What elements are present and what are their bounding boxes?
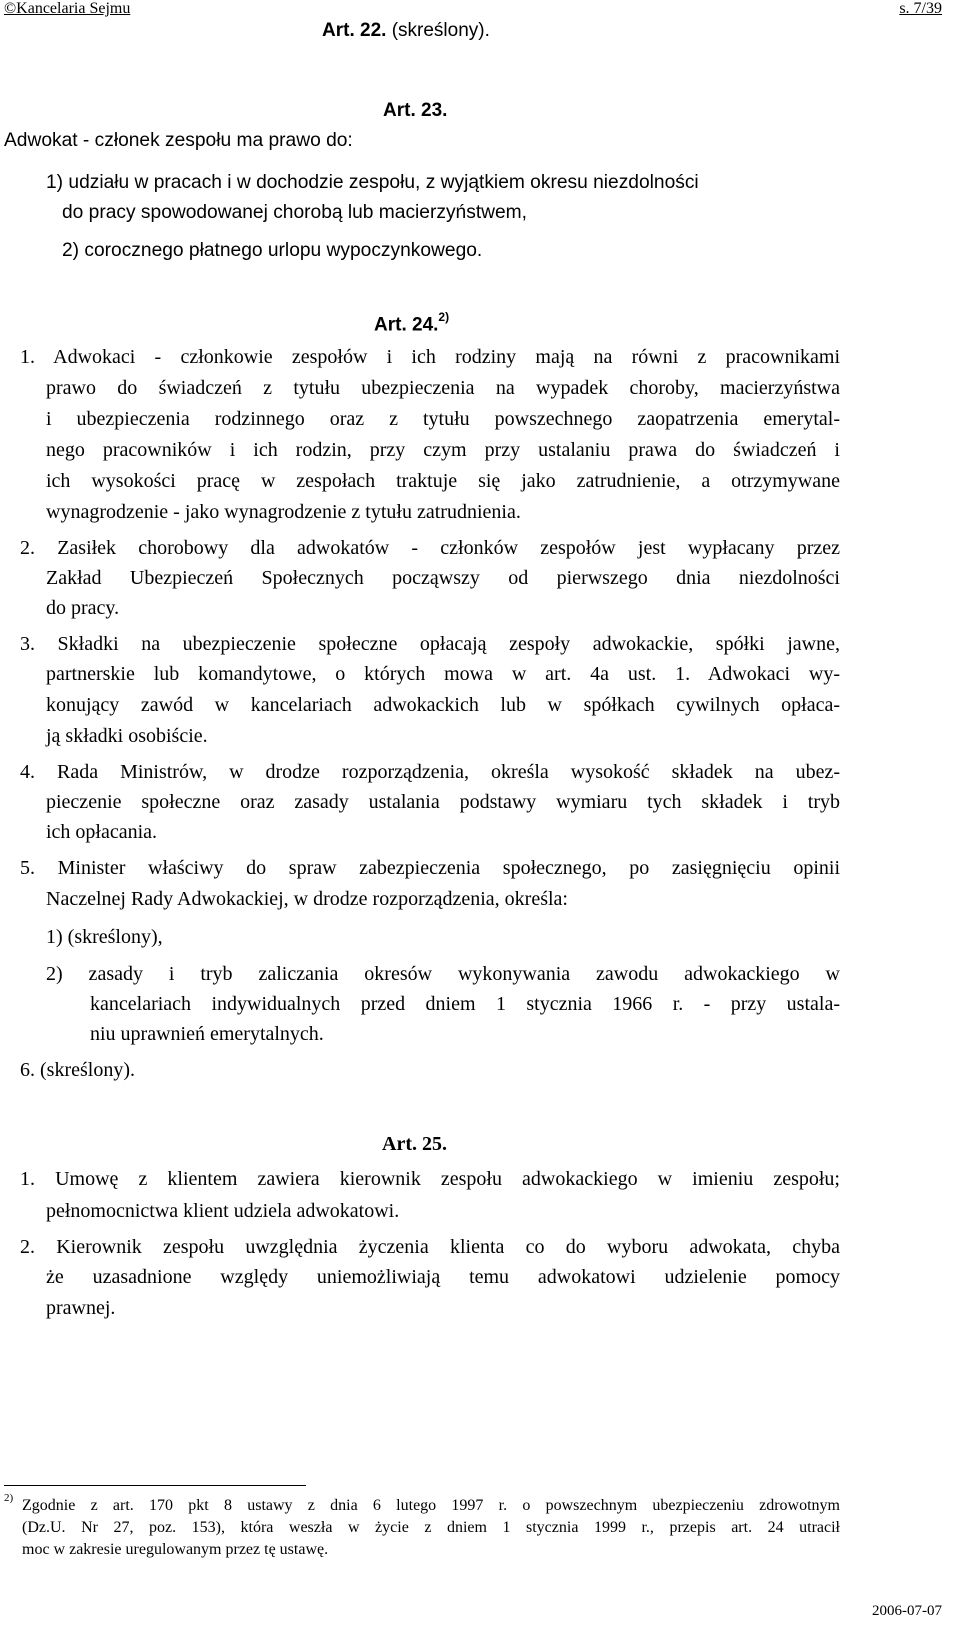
footnote-mark-text: 2) bbox=[4, 1492, 14, 1504]
footnote-line: (Dz.U. Nr 27, poz. 153), która weszła w życie z dniem 1 stycznia 1999 r., przepis art. 24 utracił bbox=[22, 1519, 840, 1536]
art25-line: 1. Umowę z klientem zawiera kierownik zespołu adwokackiego w imieniu zespołu; bbox=[20, 1168, 840, 1190]
art24-line: niu uprawnień emerytalnych. bbox=[90, 1023, 324, 1045]
art24-line: 3. Składki na ubezpieczenie społeczne opłacają zespoły adwokackie, spółki jawne, bbox=[20, 633, 840, 655]
art22-title: Art. 22. bbox=[322, 20, 387, 41]
art24-line: nego pracowników i ich rodzin, przy czym przy ustalaniu prawa do świadczeń i bbox=[46, 439, 840, 461]
footnote-line: moc w zakresie uregulowanym przez tę ustawę. bbox=[22, 1541, 329, 1558]
art24-line: wynagrodzenie - jako wynagrodzenie z tytułu zatrudnienia. bbox=[46, 501, 521, 523]
art23-item-1-cont: do pracy spowodowanej chorobą lub macierzyństwem, bbox=[62, 202, 527, 223]
art24-line: Naczelnej Rady Adwokackiej, w drodze rozporządzenia, określa: bbox=[46, 888, 568, 910]
art24-line: kancelariach indywidualnych przed dniem 1 stycznia 1966 r. - przy ustala- bbox=[90, 993, 840, 1015]
art23-item-1: 1) udziału w pracach i w dochodzie zespołu, z wyjątkiem okresu niezdolności bbox=[46, 172, 699, 193]
footnote-mark bbox=[4, 1492, 13, 1512]
footnote-separator bbox=[4, 1485, 306, 1486]
art25-line: że uzasadnione względy uniemożliwiają temu adwokatowi udzielenie pomocy bbox=[46, 1266, 840, 1288]
art24-line: konujący zawód w kancelariach adwokackich lub w spółkach cywilnych opłaca- bbox=[46, 694, 840, 716]
art24-line: prawo do świadczeń z tytułu ubezpieczenia na wypadek choroby, macierzyństwa bbox=[46, 377, 840, 399]
art24-line: 6. (skreślony). bbox=[20, 1059, 135, 1081]
art24-line: Zakład Ubezpieczeń Społecznych począwszy od pierwszego dnia niezdolności bbox=[46, 567, 840, 589]
art24-line: i ubezpieczenia rodzinnego oraz z tytułu powszechnego zaopatrzenia emerytal- bbox=[46, 408, 840, 430]
footnote-line: Zgodnie z art. 170 pkt 8 ustawy z dnia 6 lutego 1997 r. o powszechnym ubezpieczeniu zdrowotnym bbox=[22, 1497, 840, 1514]
art24-line: ją składki osobiście. bbox=[46, 725, 208, 747]
art25-line: pełnomocnictwa klient udziela adwokatowi. bbox=[46, 1200, 400, 1222]
art24-title bbox=[374, 312, 449, 336]
art24-line: 2. Zasiłek chorobowy dla adwokatów - członków zespołów jest wypłacany przez bbox=[20, 537, 840, 559]
art24-line: 1) (skreślony), bbox=[46, 926, 163, 948]
art23-intro: Adwokat - członek zespołu ma prawo do: bbox=[4, 130, 353, 151]
art25-title: Art. 25. bbox=[382, 1133, 447, 1155]
header-source[interactable]: ©Kancelaria Sejmu bbox=[4, 0, 131, 17]
art24-line: ich opłacania. bbox=[46, 821, 158, 843]
art22-note: (skreślony). bbox=[391, 20, 490, 41]
art24-line: 1. Adwokaci - członkowie zespołów i ich rodziny mają na równi z pracownikami bbox=[20, 346, 840, 368]
art24-line: ich wysokości pracę w zespołach traktuje się jako zatrudnienie, a otrzymywane bbox=[46, 470, 840, 492]
art24-line: 4. Rada Ministrów, w drodze rozporządzenia, określa wysokość składek na ubez- bbox=[20, 761, 840, 783]
art23-title: Art. 23. bbox=[383, 100, 448, 121]
footer-date: 2006-07-07 bbox=[872, 1603, 942, 1619]
art22-heading bbox=[322, 20, 490, 42]
art25-line: 2. Kierownik zespołu uwzględnia życzenia klienta co do wyboru adwokata, chyba bbox=[20, 1236, 840, 1258]
footnote-ref[interactable]: 2) bbox=[438, 310, 450, 324]
art24-line: pieczenie społeczne oraz zasady ustalania podstawy wymiaru tych składek i tryb bbox=[46, 791, 840, 813]
art24-title-text: Art. 24. bbox=[374, 314, 439, 336]
art24-line: partnerskie lub komandytowe, o których mowa w art. 4a ust. 1. Adwokaci wy- bbox=[46, 663, 840, 685]
art24-line: do pracy. bbox=[46, 597, 120, 619]
art23-item-2: 2) corocznego płatnego urlopu wypoczynkowego. bbox=[62, 240, 483, 261]
art25-line: prawnej. bbox=[46, 1297, 116, 1319]
art24-line: 2) zasady i tryb zaliczania okresów wykonywania zawodu adwokackiego w bbox=[46, 963, 840, 985]
header-page-number[interactable]: s. 7/39 bbox=[899, 0, 942, 17]
art24-line: 5. Minister właściwy do spraw zabezpieczenia społecznego, po zasięgnięciu opinii bbox=[20, 857, 840, 879]
